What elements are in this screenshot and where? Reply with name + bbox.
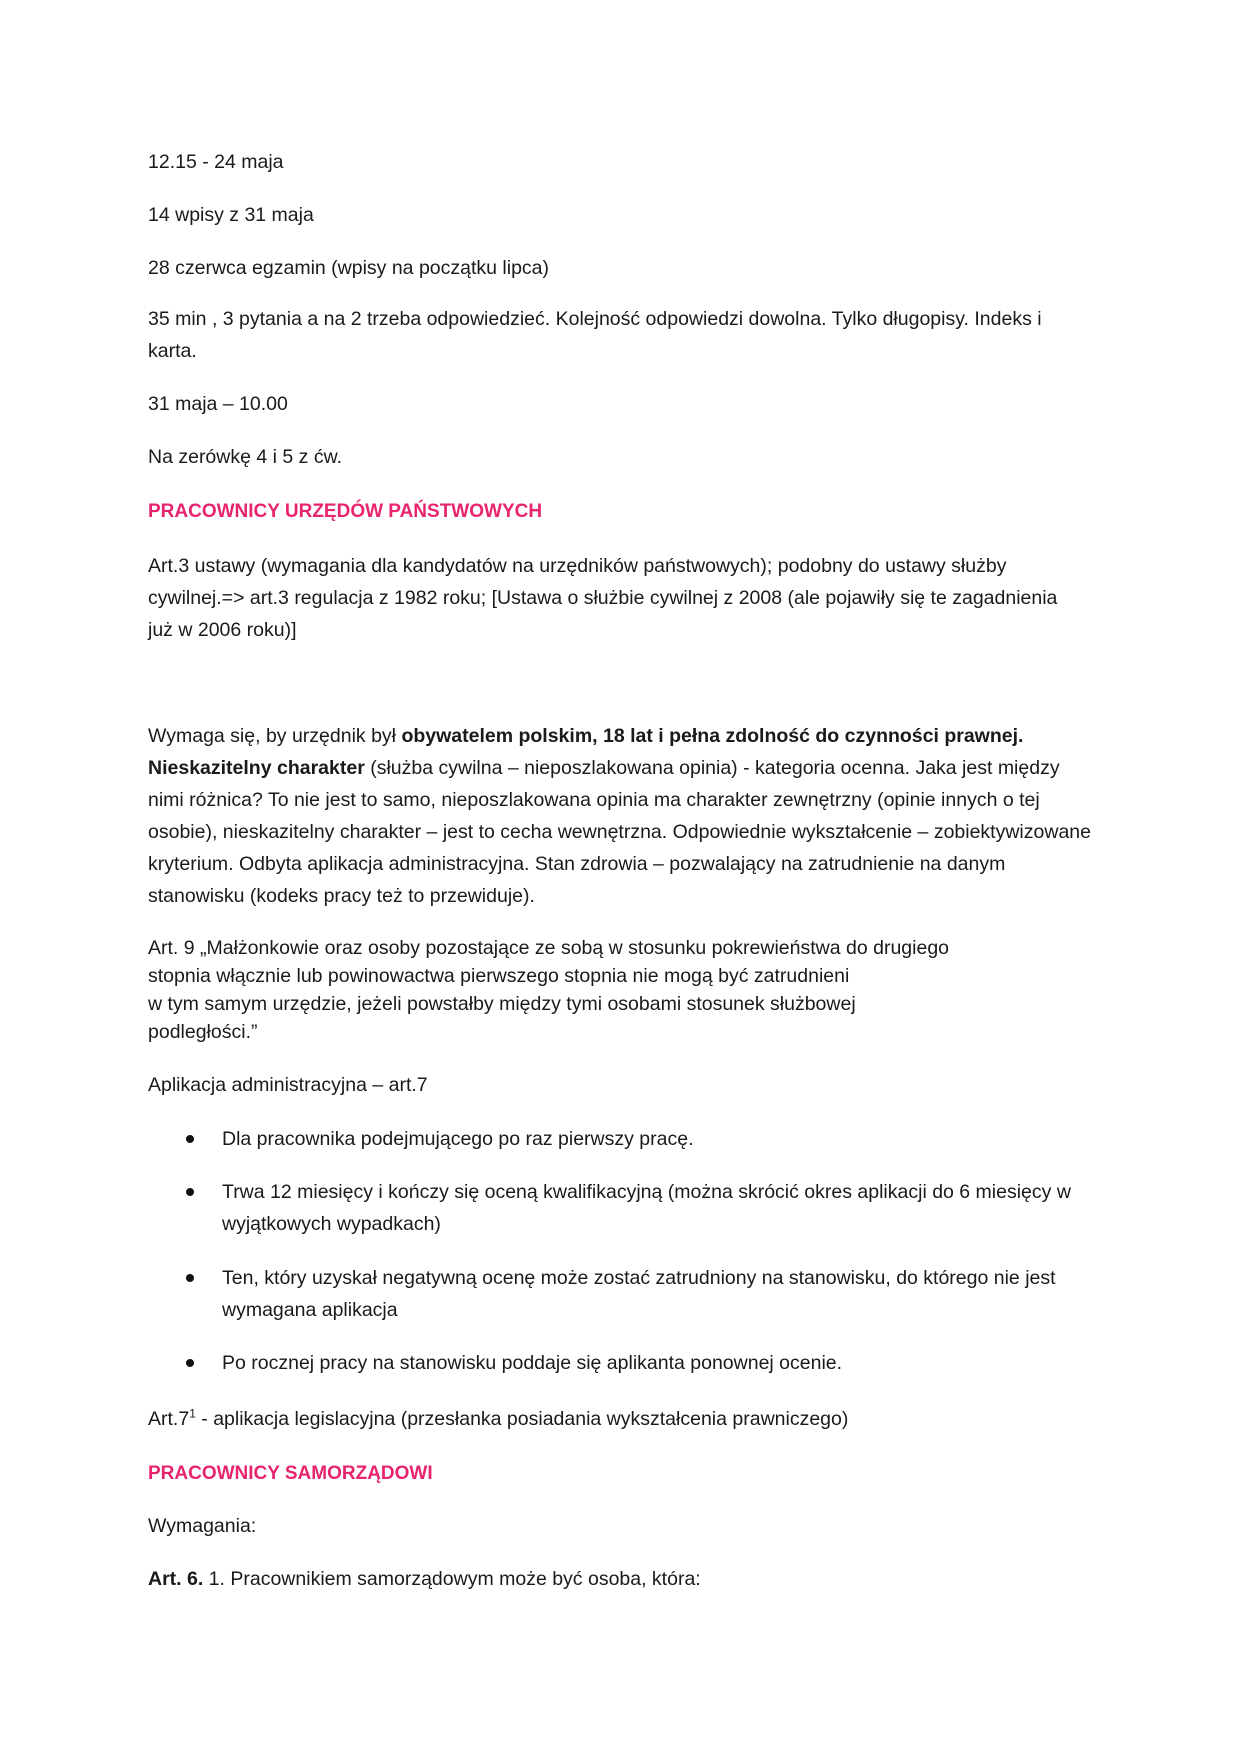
bullet-icon bbox=[186, 1135, 194, 1143]
requirements-bold: obywatelem polskim, 18 lat i pełna zdolność do czynności prawnej. Nieskazitelny charakter bbox=[148, 725, 1024, 779]
list-item: Trwa 12 miesięcy i kończy się oceną kwalifikacyjną (można skrócić okres aplikacji do 6 miesięcy w wyjątkowych wypadkach) bbox=[148, 1176, 1088, 1240]
note-line-1: 12.15 - 24 maja bbox=[148, 151, 284, 173]
bullet-icon bbox=[186, 1359, 194, 1367]
note-line-4: 35 min , 3 pytania a na 2 trzeba odpowiedzieć. Kolejność odpowiedzi dowolna. Tylko długopisy. Indeks i karta. bbox=[148, 308, 1042, 362]
art7-rest: - aplikacja legislacyjna (przesłanka posiadania wykształcenia prawniczego) bbox=[195, 1408, 849, 1430]
list-item: Ten, który uzyskał negatywną ocenę może zostać zatrudniony na stanowisku, do którego nie jest wymagana aplikacja bbox=[148, 1262, 1088, 1326]
art7-superscript: 1 bbox=[189, 1406, 196, 1421]
art9-line-4: podległości.” bbox=[148, 1021, 258, 1043]
section-heading-state-officials: PRACOWNICY URZĘDÓW PAŃSTWOWYCH bbox=[148, 501, 543, 522]
note-line-6: Na zerówkę 4 i 5 z ćw. bbox=[148, 446, 342, 468]
requirements-lead: Wymaga się, by urzędnik był bbox=[148, 725, 402, 747]
art9-line-3: w tym samym urzędzie, jeżeli powstałby między tymi osobami stosunek służbowej bbox=[148, 993, 856, 1015]
art9-line-2: stopnia włącznie lub powinowactwa pierwszego stopnia nie mogą być zatrudnieni bbox=[148, 965, 850, 987]
requirements-rest: (służba cywilna – nieposzlakowana opinia) - kategoria ocenna. Jaka jest między nimi różnica? To nie jest to samo, nieposzlakowana opinia ma charakter zewnętrzny (opinie innych o tej osobie), nieskazitelny charakter – jest to cecha wewnętrzna. Odpowiednie wykształcenie – zobiektywizowane kryterium. Odbyta aplikacja administracyjna. Stan zdrowia – pozwalający na zatrudnienie na danym stanowisku (kodeks pracy też to przewiduje). bbox=[148, 757, 1091, 907]
note-line-2: 14 wpisy z 31 maja bbox=[148, 204, 314, 226]
art7-prefix: Art.7 bbox=[148, 1408, 190, 1430]
note-line-3: 28 czerwca egzamin (wpisy na początku lipca) bbox=[148, 257, 550, 279]
requirements-paragraph bbox=[148, 720, 1093, 912]
bullet-icon bbox=[186, 1274, 194, 1282]
note-line-5: 31 maja – 10.00 bbox=[148, 393, 288, 415]
art7-legislative-line bbox=[148, 1403, 1088, 1435]
art9-line-1: Art. 9 „Małżonkowie oraz osoby pozostające ze sobą w stosunku pokrewieństwa do drugiego bbox=[148, 937, 950, 959]
aplikacja-label: Aplikacja administracyjna – art.7 bbox=[148, 1074, 428, 1096]
art6-rest: 1. Pracownikiem samorządowym może być osoba, która: bbox=[203, 1568, 701, 1590]
section-heading-local-officials: PRACOWNICY SAMORZĄDOWI bbox=[148, 1463, 433, 1484]
bullet-icon bbox=[186, 1188, 194, 1196]
wymagania-label: Wymagania: bbox=[148, 1515, 257, 1537]
list-item: Po rocznej pracy na stanowisku poddaje się aplikanta ponownej ocenie. bbox=[148, 1347, 1088, 1379]
art6-line bbox=[148, 1563, 1088, 1595]
list-item: Dla pracownika podejmującego po raz pierwszy pracę. bbox=[148, 1123, 1088, 1155]
art6-bold: Art. 6. bbox=[148, 1568, 204, 1590]
section1-intro-paragraph: Art.3 ustawy (wymagania dla kandydatów na urzędników państwowych); podobny do ustawy służby cywilnej.=> art.3 regulacja z 1982 roku; [Ustawa o służbie cywilnej z 2008 (ale pojawiły się te zagadnienia już w 2006 roku)] bbox=[148, 555, 1058, 641]
art9-quote bbox=[148, 934, 1088, 1046]
